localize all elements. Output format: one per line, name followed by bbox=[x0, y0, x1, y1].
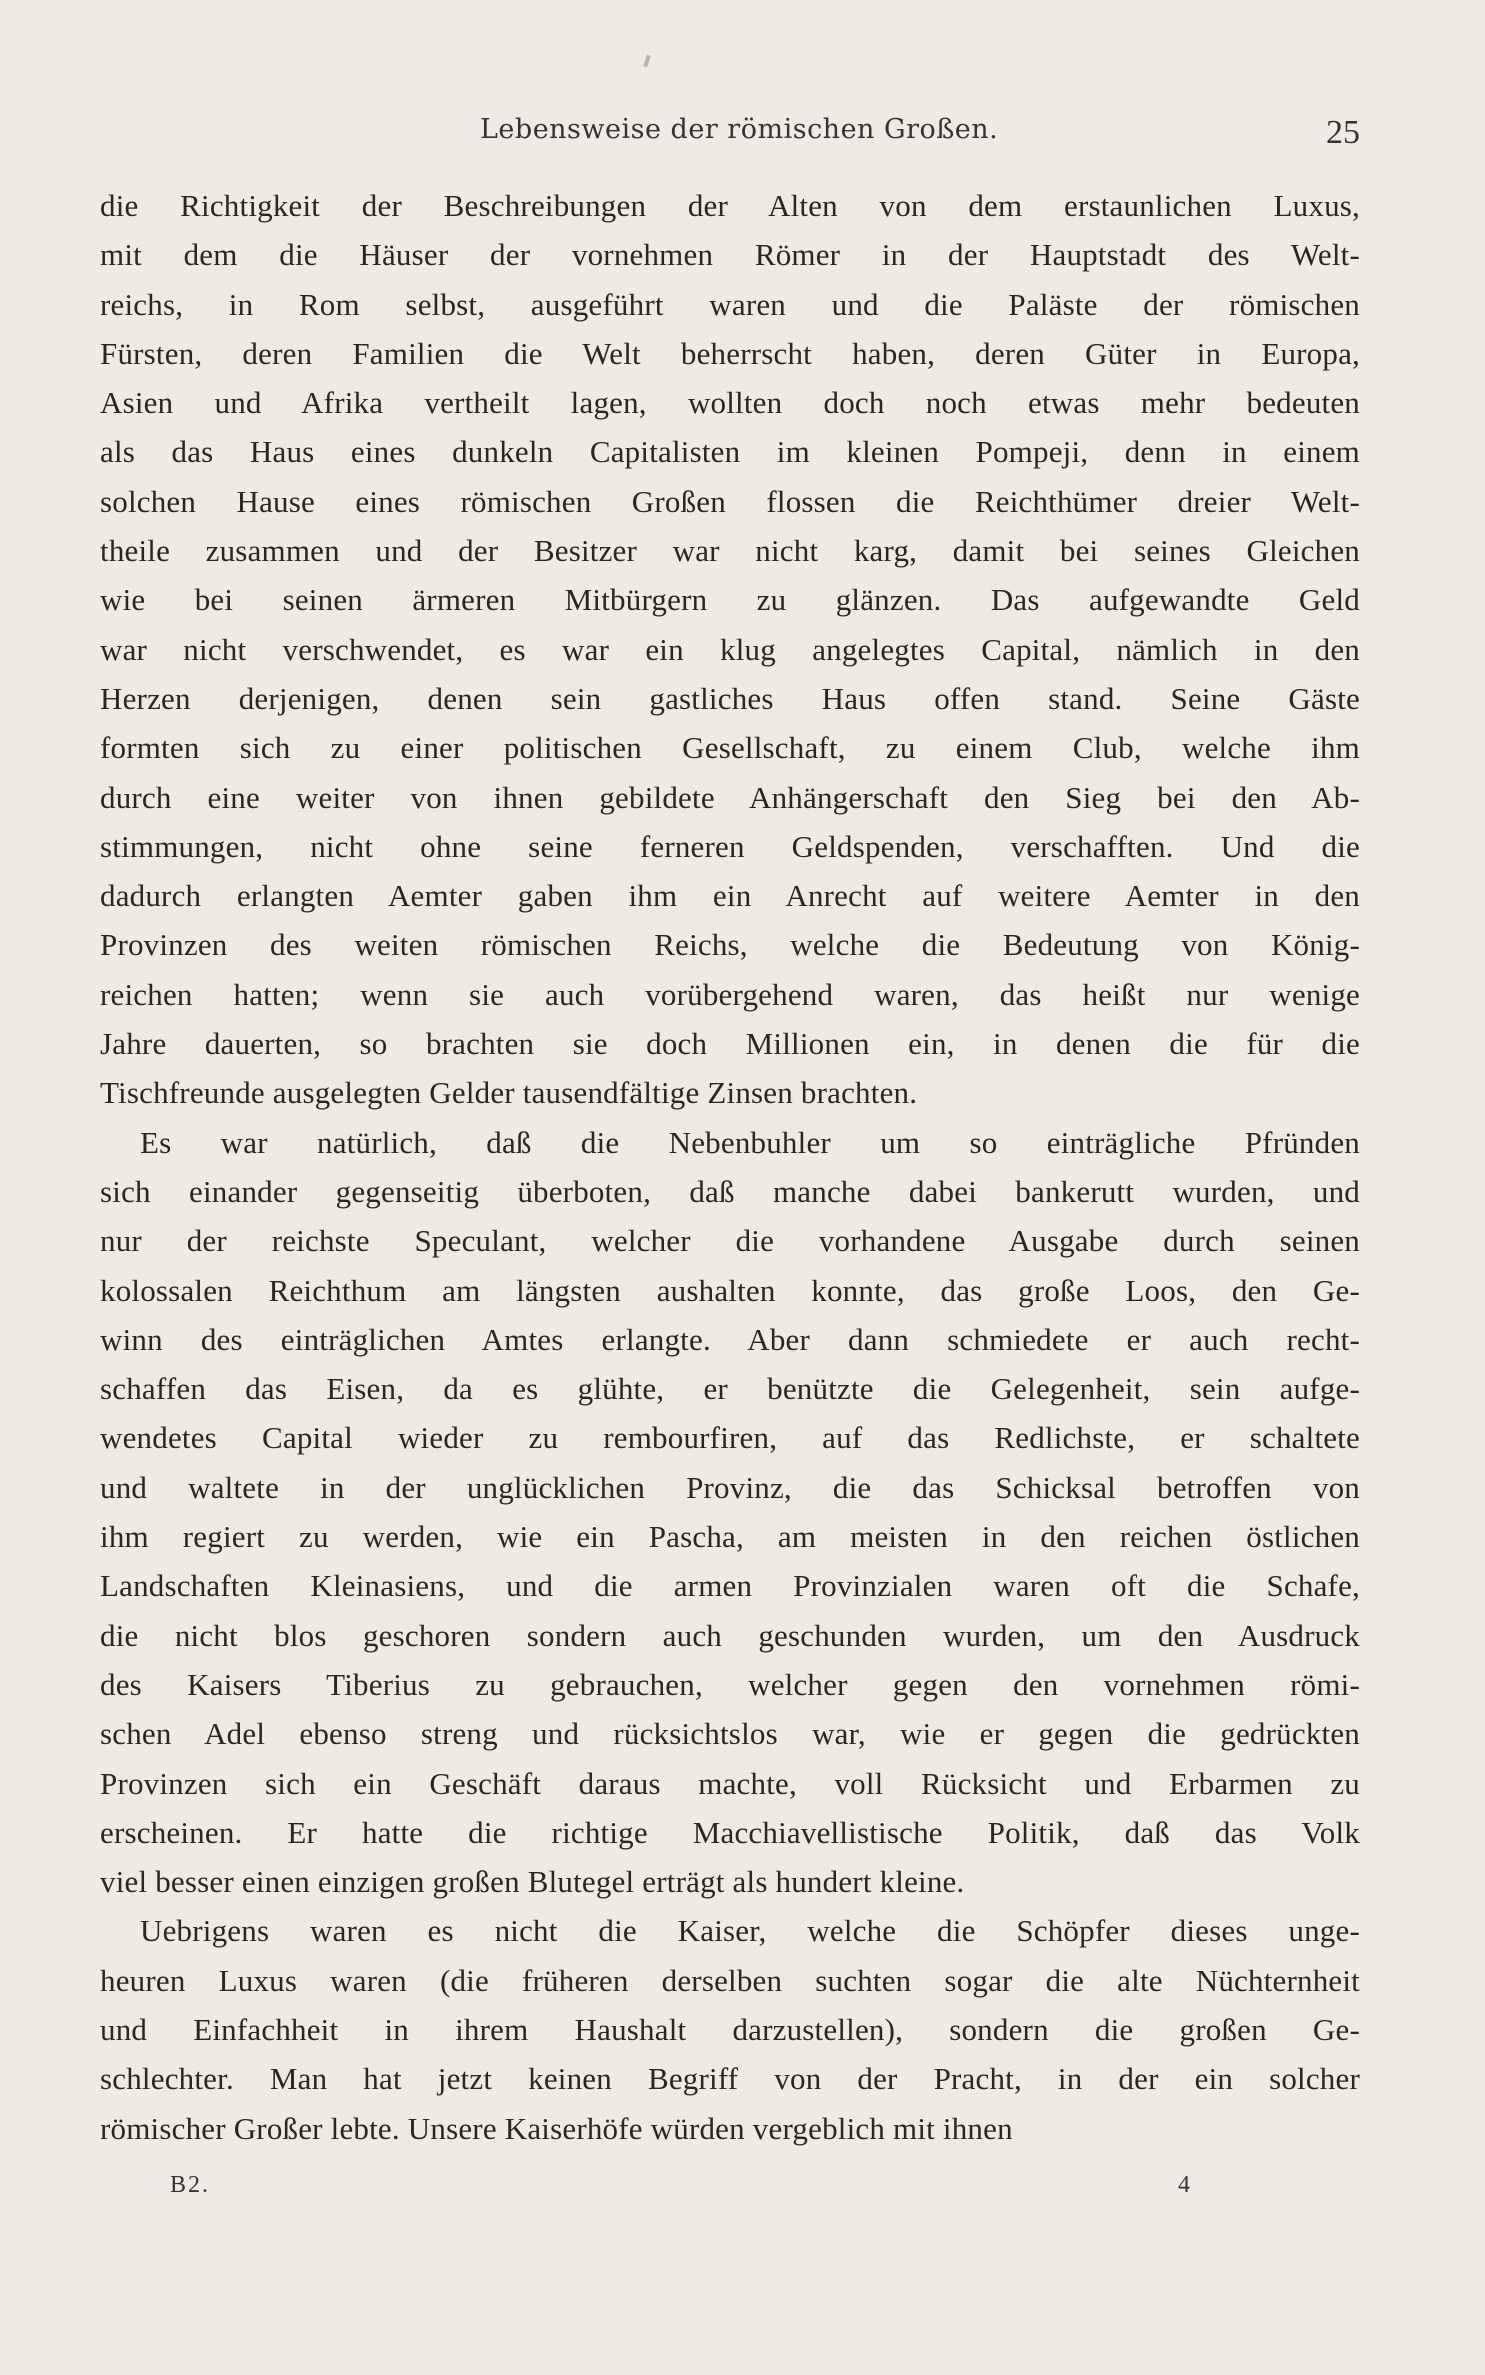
text-line: schlechter. Man hat jetzt keinen Begriff von der Pracht, in der ein solcher bbox=[100, 2061, 1360, 2097]
text-line: kolossalen Reichthum am längsten aushalten konnte, das große Loos, den Ge- bbox=[100, 1272, 1360, 1308]
text-line: die nicht blos geschoren sondern auch geschunden wurden, um den Ausdruck bbox=[100, 1617, 1360, 1653]
text-line: reichen hatten; wenn sie auch vorübergehend waren, das heißt nur wenige bbox=[100, 976, 1360, 1012]
text-line: Asien und Afrika vertheilt lagen, wollten doch noch etwas mehr bedeuten bbox=[100, 385, 1360, 421]
text-line: schen Adel ebenso streng und rücksichtslos war, wie er gegen die gedrückten bbox=[100, 1716, 1360, 1752]
text-line: formten sich zu einer politischen Gesellschaft, zu einem Club, welche ihm bbox=[100, 730, 1360, 766]
page-footer bbox=[170, 2172, 1190, 2212]
text-line: nur der reichste Speculant, welcher die vorhandene Ausgabe durch seinen bbox=[100, 1223, 1360, 1259]
text-line: mit dem die Häuser der vornehmen Römer in der Hauptstadt des Welt- bbox=[100, 237, 1360, 273]
text-line: sich einander gegenseitig überboten, daß manche dabei bankerutt wurden, und bbox=[100, 1173, 1360, 1209]
text-line: war nicht verschwendet, es war ein klug angelegtes Capital, nämlich in den bbox=[100, 631, 1360, 667]
body-text bbox=[100, 181, 1360, 2153]
text-line: Provinzen des weiten römischen Reichs, welche die Bedeutung von König- bbox=[100, 927, 1360, 963]
text-line: dadurch erlangten Aemter gaben ihm ein Anrecht auf weitere Aemter in den bbox=[100, 878, 1360, 914]
text-line: viel besser einen einzigen großen Blutegel erträgt als hundert kleine. bbox=[100, 1864, 965, 1900]
text-line: erscheinen. Er hatte die richtige Macchiavellistische Politik, daß das Volk bbox=[100, 1814, 1360, 1850]
text-line: und Einfachheit in ihrem Haushalt darzustellen), sondern die großen Ge- bbox=[100, 2011, 1360, 2047]
text-line: ihm regiert zu werden, wie ein Pascha, am meisten in den reichen östlichen bbox=[100, 1519, 1360, 1555]
pencil-mark bbox=[643, 55, 651, 68]
text-line: wendetes Capital wieder zu rembourfiren, auf das Redlichste, er schaltete bbox=[100, 1420, 1360, 1456]
running-head: Lebensweise der römischen Großen. bbox=[480, 114, 999, 145]
text-line: solchen Hause eines römischen Großen flossen die Reichthümer dreier Welt- bbox=[100, 483, 1360, 519]
text-line: schaffen das Eisen, da es glühte, er benützte die Gelegenheit, sein aufge- bbox=[100, 1371, 1360, 1407]
printer-signature: B2. bbox=[170, 2172, 211, 2198]
page-header bbox=[100, 108, 1360, 158]
text-line: Fürsten, deren Familien die Welt beherrscht haben, deren Güter in Europa, bbox=[100, 335, 1360, 371]
text-line: Es war natürlich, daß die Nebenbuhler um so einträgliche Pfründen bbox=[140, 1124, 1360, 1160]
text-line: winn des einträglichen Amtes erlangte. Aber dann schmiedete er auch recht- bbox=[100, 1321, 1360, 1357]
text-line: Jahre dauerten, so brachten sie doch Millionen ein, in denen die für die bbox=[100, 1026, 1360, 1062]
text-line: Landschaften Kleinasiens, und die armen Provinzialen waren oft die Schafe, bbox=[100, 1568, 1360, 1604]
text-line: wie bei seinen ärmeren Mitbürgern zu glänzen. Das aufgewandte Geld bbox=[100, 582, 1360, 618]
sheet-number: 4 bbox=[1178, 2172, 1190, 2198]
text-line: stimmungen, nicht ohne seine ferneren Geldspenden, verschafften. Und die bbox=[100, 828, 1360, 864]
text-line: und waltete in der unglücklichen Provinz, die das Schicksal betroffen von bbox=[100, 1469, 1360, 1505]
text-line: Tischfreunde ausgelegten Gelder tausendfältige Zinsen brachten. bbox=[100, 1075, 918, 1111]
text-line: als das Haus eines dunkeln Capitalisten im kleinen Pompeji, denn in einem bbox=[100, 434, 1360, 470]
page-number: 25 bbox=[1326, 114, 1360, 151]
text-line: theile zusammen und der Besitzer war nicht karg, damit bei seines Gleichen bbox=[100, 533, 1360, 569]
text-line: römischer Großer lebte. Unsere Kaiserhöfe würden vergeblich mit ihnen bbox=[100, 2110, 1013, 2146]
text-line: reichs, in Rom selbst, ausgeführt waren und die Paläste der römischen bbox=[100, 286, 1360, 322]
text-line: die Richtigkeit der Beschreibungen der Alten von dem erstaunlichen Luxus, bbox=[100, 188, 1360, 223]
text-line: Herzen derjenigen, denen sein gastliches Haus offen stand. Seine Gäste bbox=[100, 680, 1360, 716]
text-line: Uebrigens waren es nicht die Kaiser, welche die Schöpfer dieses unge- bbox=[140, 1913, 1360, 1949]
text-line: des Kaisers Tiberius zu gebrauchen, welcher gegen den vornehmen römi- bbox=[100, 1666, 1360, 1702]
text-line: heuren Luxus waren (die früheren derselben suchten sogar die alte Nüchternheit bbox=[100, 1962, 1360, 1998]
text-line: Provinzen sich ein Geschäft daraus machte, voll Rücksicht und Erbarmen zu bbox=[100, 1765, 1360, 1801]
text-line: durch eine weiter von ihnen gebildete Anhängerschaft den Sieg bei den Ab- bbox=[100, 779, 1360, 815]
